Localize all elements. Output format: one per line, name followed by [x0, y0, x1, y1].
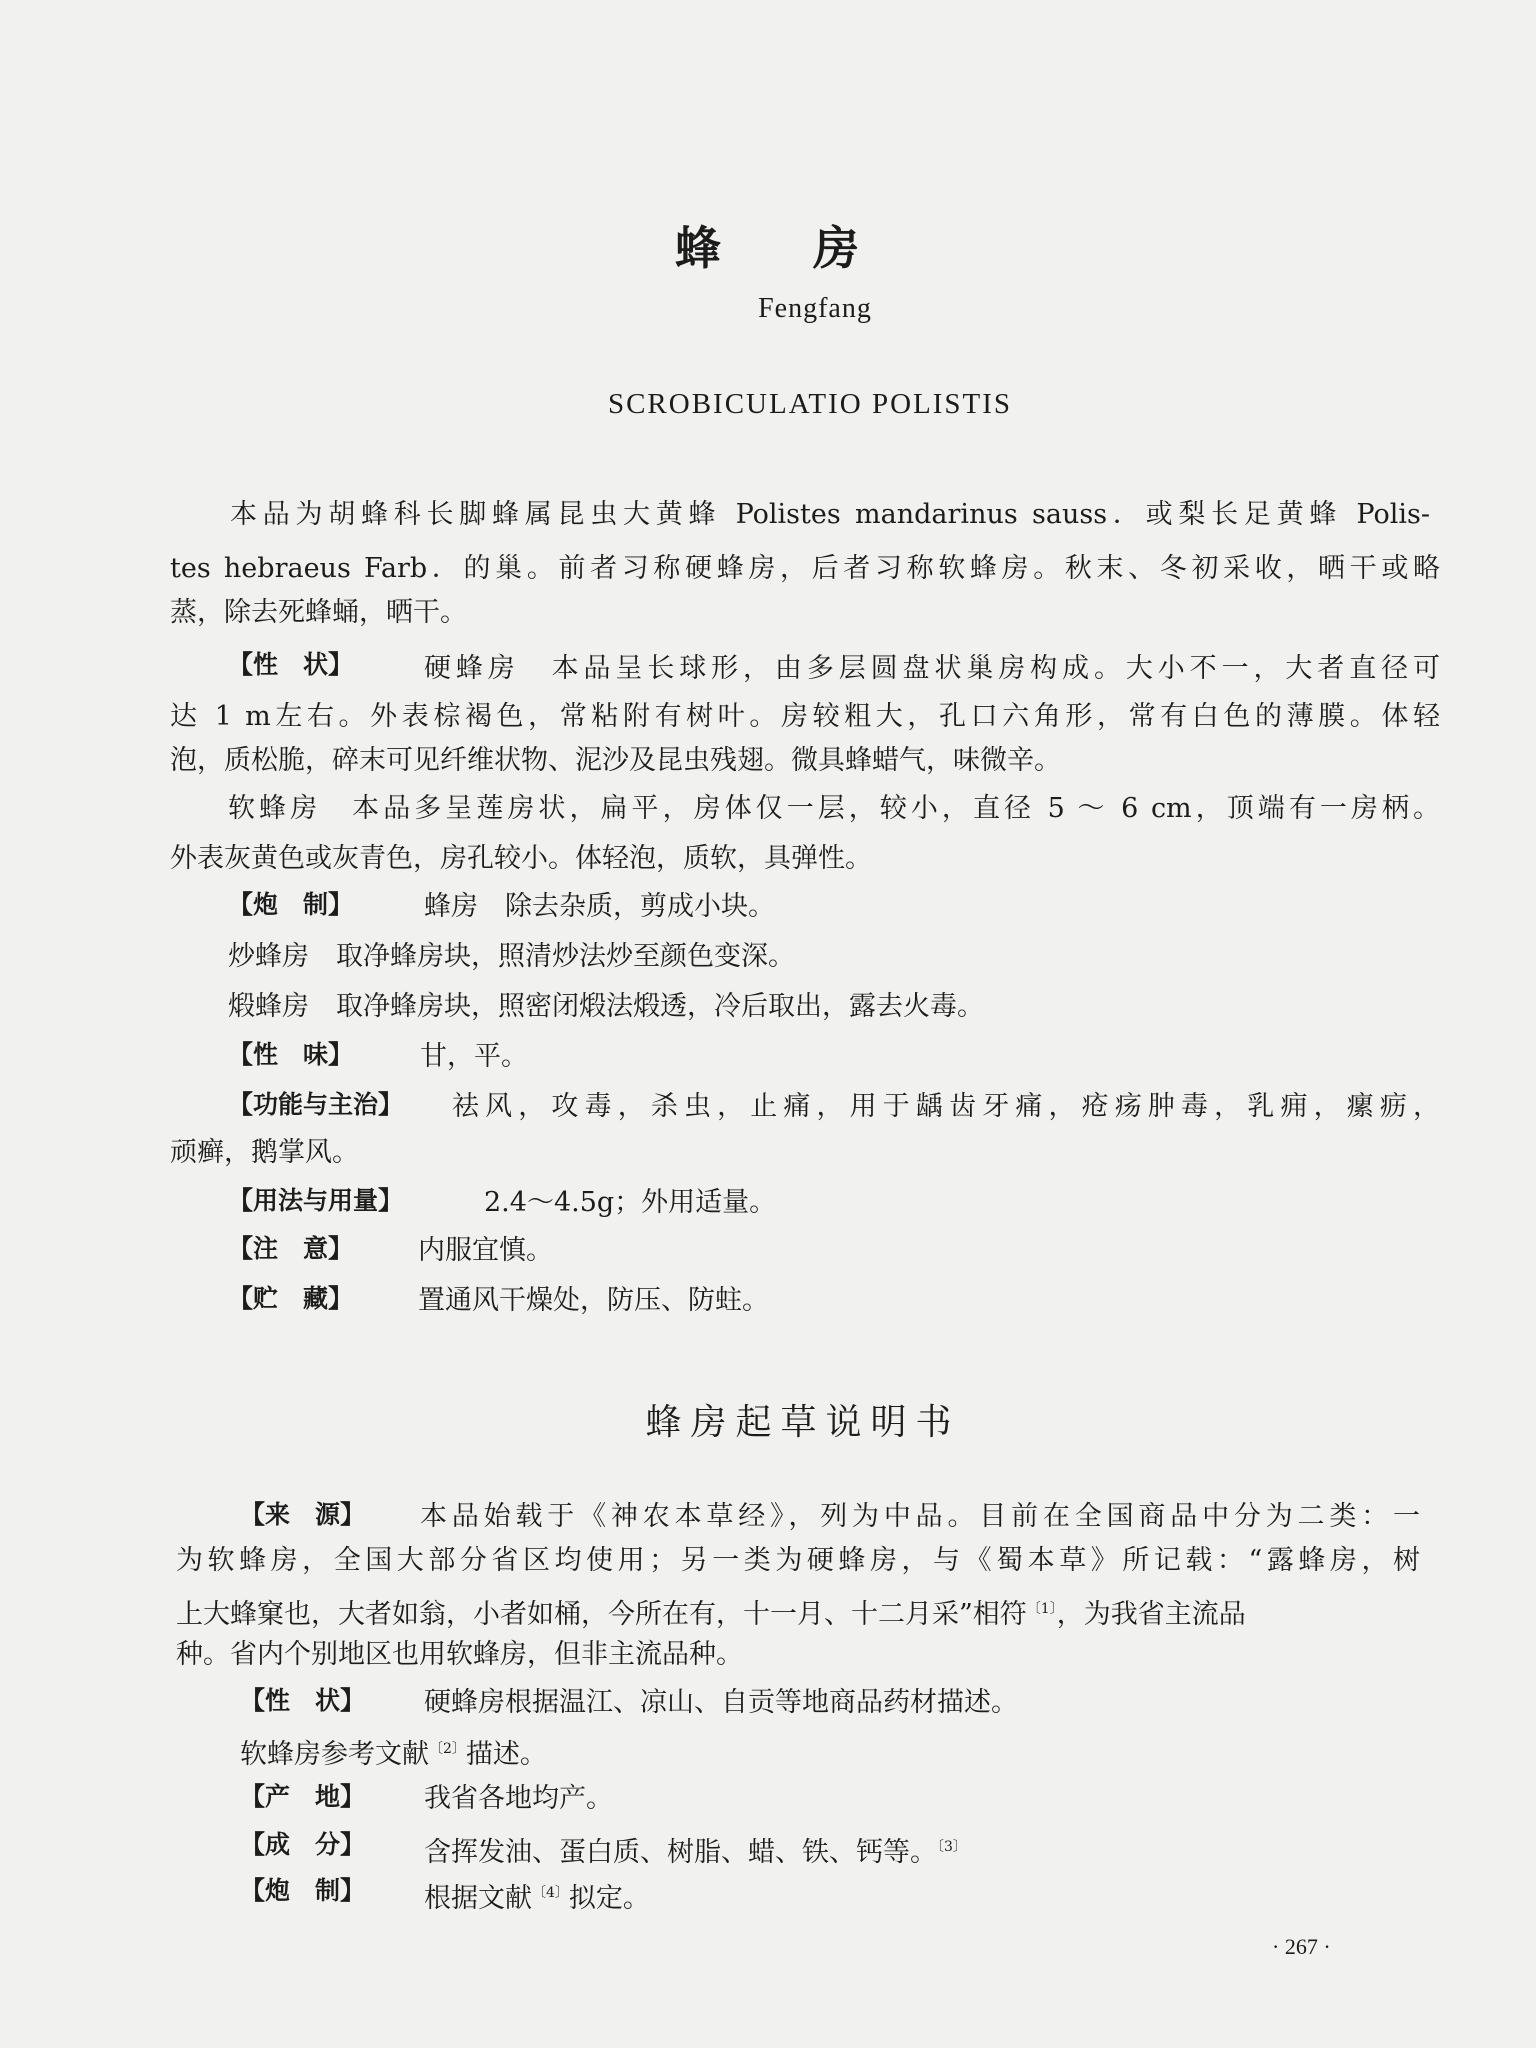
- processing2-tail: 拟定。: [568, 1883, 650, 1914]
- characters-label: 【性 状】: [228, 650, 354, 679]
- reference-mark-2: 〔2〕: [429, 1741, 466, 1757]
- functions-section: [228, 1088, 403, 1122]
- pinyin-name: Fengfang: [758, 293, 872, 324]
- processing2-label: 【炮 制】: [240, 1876, 366, 1905]
- source-line-3-tail: ，为我省主流品: [1056, 1599, 1246, 1630]
- processing-section: [228, 888, 353, 922]
- title-char-2: 房: [813, 221, 861, 275]
- composition-label: 【成 分】: [240, 1830, 366, 1859]
- source-line-3: [176, 1592, 1246, 1632]
- processing2-text: [424, 1876, 650, 1916]
- page-title: [0, 212, 1536, 278]
- reference-mark-4: 〔4〕: [532, 1885, 569, 1901]
- nature-section: [228, 1038, 353, 1072]
- dosage-text: 2.4～4.5g；外用适量。: [484, 1187, 777, 1218]
- soft-nest-ref-text: 软蜂房参考文献: [240, 1739, 429, 1770]
- latin-name: SCROBICULATIO POLISTIS: [607, 388, 1013, 420]
- processing2-section: [240, 1874, 365, 1908]
- source-label: 【来 源】: [240, 1500, 366, 1529]
- characters-line-1: 硬蜂房 本品呈长球形，由多层圆盘状巢房构成。大小不一，大者直径可: [424, 653, 1440, 684]
- source-line-3-text: 上大蜂窠也，大者如翁，小者如桶，今所在有，十一月、十二月采”相符: [176, 1599, 1027, 1630]
- origin-section: [240, 1780, 365, 1814]
- source-section: [240, 1498, 365, 1532]
- processing2-body: 根据文献: [424, 1883, 532, 1914]
- origin-label: 【产 地】: [240, 1782, 366, 1811]
- functions-line-2: 顽癣，鹅掌风。: [170, 1137, 359, 1168]
- characters2-label: 【性 状】: [240, 1686, 366, 1715]
- reference-mark-3: 〔3〕: [937, 1839, 967, 1855]
- soft-nest-line-1: 软蜂房 本品多呈莲房状，扁平，房体仅一层，较小，直径 5 ～ 6 cm，顶端有一房柄。: [228, 793, 1440, 824]
- stir-fried-text: 炒蜂房 取净蜂房块，照清炒法炒至颜色变深。: [228, 941, 795, 972]
- characters2-section: [240, 1684, 365, 1718]
- characters-line-3: 泡，质松脆，碎末可见纤维状物、泥沙及昆虫残翅。微具蜂蜡气，味微辛。: [170, 745, 1061, 776]
- caution-section: [228, 1232, 353, 1266]
- functions-label: 【功能与主治】: [228, 1090, 404, 1119]
- source-line-4: 种。省内个别地区也用软蜂房，但非主流品种。: [176, 1639, 743, 1670]
- origin-text: 我省各地均产。: [424, 1783, 613, 1814]
- processing-text: 蜂房 除去杂质，剪成小块。: [424, 891, 775, 922]
- nature-text: 甘，平。: [420, 1041, 528, 1072]
- composition-body: 含挥发油、蛋白质、树脂、蜡、铁、钙等。: [424, 1837, 937, 1868]
- soft-nest-line-2: 外表灰黄色或灰青色，房孔较小。体轻泡，质软，具弹性。: [170, 843, 872, 874]
- intro-line-3: 蒸，除去死蜂蛹，晒干。: [170, 597, 467, 628]
- storage-text: 置通风干燥处，防压、防蛀。: [418, 1285, 769, 1316]
- composition-section: [240, 1828, 365, 1862]
- title-char-1: 蜂: [675, 221, 723, 275]
- dosage-section: [228, 1184, 403, 1218]
- characters-section: [228, 648, 353, 682]
- caution-text: 内服宜慎。: [418, 1235, 553, 1266]
- soft-nest-reference: [240, 1732, 547, 1772]
- characters2-text: 硬蜂房根据温江、凉山、自贡等地商品药材描述。: [424, 1687, 1018, 1718]
- section-heading: 蜂房起草说明书: [645, 1402, 961, 1443]
- source-line-1: 本品始载于《神农本草经》，列为中品。目前在全国商品中分为二类：一: [420, 1501, 1420, 1532]
- soft-nest-ref-tail: 描述。: [465, 1739, 547, 1770]
- functions-line-1: 祛风，攻毒，杀虫，止痛，用于龋齿牙痛，疮疡肿毒，乳痈，瘰疬，: [452, 1091, 1440, 1122]
- composition-text: [424, 1830, 967, 1870]
- page-number: · 267 ·: [1272, 1934, 1331, 1959]
- calcined-text: 煅蜂房 取净蜂房块，照密闭煅法煅透，冷后取出，露去火毒。: [228, 991, 984, 1022]
- reference-mark-1: 〔1〕: [1026, 1601, 1057, 1617]
- source-line-2: 为软蜂房，全国大部分省区均使用；另一类为硬蜂房，与《蜀本草》所记载：“露蜂房，树: [176, 1545, 1420, 1576]
- storage-label: 【贮 藏】: [228, 1284, 354, 1313]
- processing-label: 【炮 制】: [228, 890, 354, 919]
- dosage-label: 【用法与用量】: [228, 1186, 404, 1215]
- intro-line-1: 本品为胡蜂科长脚蜂属昆虫大黄蜂 Polistes mandarinus sauss．或梨长足黄蜂 Polis-: [230, 499, 1430, 530]
- storage-section: [228, 1282, 353, 1316]
- intro-line-2: tes hebraeus Farb．的巢。前者习称硬蜂房，后者习称软蜂房。秋末、冬初采收，晒干或略: [170, 553, 1440, 584]
- caution-label: 【注 意】: [228, 1234, 354, 1263]
- characters-line-2: 达 1 m左右。外表棕褐色，常粘附有树叶。房较粗大，孔口六角形，常有白色的薄膜。体轻: [170, 701, 1440, 732]
- nature-label: 【性 味】: [228, 1040, 354, 1069]
